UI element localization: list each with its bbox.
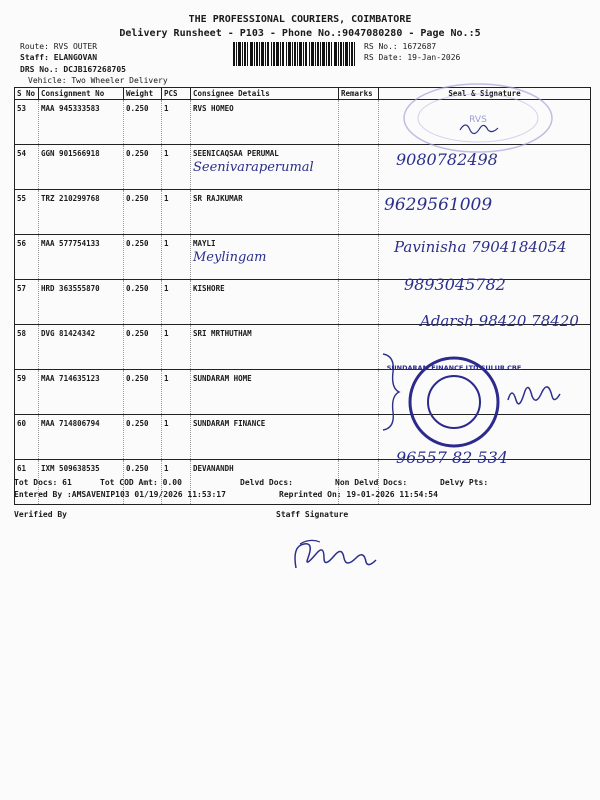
staff-signature <box>290 528 394 578</box>
cell-consignment: MAA 714806794 <box>39 415 124 460</box>
cell-remarks <box>339 325 379 370</box>
consignee-name: MAYLI <box>193 239 216 248</box>
cell-sno: 53 <box>15 100 39 145</box>
cell-sno: 54 <box>15 145 39 190</box>
delivery-points: Delvy Pts: <box>440 478 489 487</box>
cell-sno: 56 <box>15 235 39 280</box>
cell-consignee: SUNDARAM HOME <box>191 370 339 415</box>
barcode <box>233 42 355 66</box>
cell-remarks <box>339 370 379 415</box>
rs-number: RS No.: 1672687 <box>364 42 437 51</box>
cell-weight: 0.250 <box>124 235 162 280</box>
sundaram-finance-stamp <box>386 356 522 448</box>
cell-weight: 0.250 <box>124 415 162 460</box>
cell-remarks <box>339 415 379 460</box>
staff-label: Staff: ELANGOVAN <box>20 53 98 62</box>
cell-pcs: 1 <box>162 460 191 505</box>
cell-sno: 59 <box>15 370 39 415</box>
cell-remarks <box>339 145 379 190</box>
col-pcs: PCS <box>162 88 191 100</box>
rs-date: RS Date: 19-Jan-2026 <box>364 53 461 62</box>
cell-weight: 0.250 <box>124 190 162 235</box>
cell-pcs: 1 <box>162 370 191 415</box>
cell-sno: 57 <box>15 280 39 325</box>
consignee-name: SEENICAQSAA PERUMAL <box>193 149 279 158</box>
verified-by-label: Verified By <box>14 510 67 519</box>
signature-55: 9629561009 <box>384 195 493 215</box>
runsheet-subtitle: Delivery Runsheet - P103 - Phone No.:9047080280 - Page No.:5 <box>119 28 481 39</box>
vehicle-label: Vehicle: Two Wheeler Delivery <box>28 76 168 85</box>
cell-consignee <box>191 235 339 280</box>
signature-57: 9893045782 <box>404 275 506 294</box>
cell-consignment: MAA 714635123 <box>39 370 124 415</box>
cell-remarks <box>339 280 379 325</box>
cell-consignee: SRI MRTHUTHAM <box>191 325 339 370</box>
cell-consignment: HRD 363555870 <box>39 280 124 325</box>
cell-weight: 0.250 <box>124 370 162 415</box>
cell-sno: 61 <box>15 460 39 505</box>
cell-consignment: TRZ 210299768 <box>39 190 124 235</box>
table-row <box>15 190 591 235</box>
col-weight: Weight <box>124 88 162 100</box>
cell-consignment: IXM 509638535 <box>39 460 124 505</box>
cell-pcs: 1 <box>162 415 191 460</box>
reprinted-on: Reprinted On: 19-01-2026 11:54:54 <box>279 490 438 499</box>
route-label: Route: RVS OUTER <box>20 42 98 51</box>
total-docs: Tot Docs: 61 <box>14 478 72 487</box>
cell-remarks <box>339 235 379 280</box>
col-sno: S No <box>15 88 39 100</box>
cell-pcs: 1 <box>162 100 191 145</box>
signature-54: 9080782498 <box>396 150 498 169</box>
table-row <box>15 325 591 370</box>
company-title: THE PROFESSIONAL COURIERS, COIMBATORE <box>188 14 412 25</box>
cell-consignee <box>191 145 339 190</box>
cell-consignment: MAA 577754133 <box>39 235 124 280</box>
cell-consignment: DVG 81424342 <box>39 325 124 370</box>
col-consignee: Consignee Details <box>191 88 339 100</box>
cell-weight: 0.250 <box>124 325 162 370</box>
cell-pcs: 1 <box>162 325 191 370</box>
cell-weight: 0.250 <box>124 460 162 505</box>
cell-consignment: GGN 901566918 <box>39 145 124 190</box>
rvs-stamp <box>398 86 558 156</box>
signature-58: Adarsh 98420 78420 <box>420 312 579 330</box>
cell-pcs: 1 <box>162 235 191 280</box>
handwritten-name: Seenivaraperumal <box>193 160 314 175</box>
signature-scribble <box>504 372 566 412</box>
cell-sno: 58 <box>15 325 39 370</box>
signature-scribble <box>460 125 498 134</box>
cell-weight: 0.250 <box>124 100 162 145</box>
cell-remarks <box>339 190 379 235</box>
cell-consignee: KISHORE <box>191 280 339 325</box>
col-remarks: Remarks <box>339 88 379 100</box>
cell-sno: 55 <box>15 190 39 235</box>
cell-consignment: MAA 945333583 <box>39 100 124 145</box>
cell-weight: 0.250 <box>124 280 162 325</box>
col-seal-signature: Seal & Signature <box>379 88 591 100</box>
signature-61: 96557 82 534 <box>396 448 508 467</box>
cell-pcs: 1 <box>162 145 191 190</box>
total-cod-amount: Tot COD Amt: 0.00 <box>100 478 182 487</box>
drs-number: DRS No.: DCJB167268705 <box>20 65 126 74</box>
delivered-docs: Delvd Docs: <box>240 478 293 487</box>
rvs-stamp-text: RVS <box>469 115 487 125</box>
handwritten-name: Meylingam <box>193 250 267 265</box>
cell-sno: 60 <box>15 415 39 460</box>
cell-remarks <box>339 100 379 145</box>
entered-by: Entered By :AMSAVENIP103 01/19/2026 11:53:17 <box>14 490 226 499</box>
cell-pcs: 1 <box>162 190 191 235</box>
cell-pcs: 1 <box>162 280 191 325</box>
staff-signature-label: Staff Signature <box>276 510 349 519</box>
cell-consignee: RVS HOMEO <box>191 100 339 145</box>
signature-56: Pavinisha 7904184054 <box>394 238 567 256</box>
cell-consignee: SR RAJKUMAR <box>191 190 339 235</box>
cell-weight: 0.250 <box>124 145 162 190</box>
non-delivered-docs: Non Delvd Docs: <box>335 478 408 487</box>
stamp-text: SUNDARAM FINANCE LTD SULUR CBE <box>386 364 522 372</box>
cell-consignee: DEVANANDH <box>191 460 339 505</box>
col-consignment: Consignment No <box>39 88 124 100</box>
cell-consignee: SUNDARAM FINANCE <box>191 415 339 460</box>
